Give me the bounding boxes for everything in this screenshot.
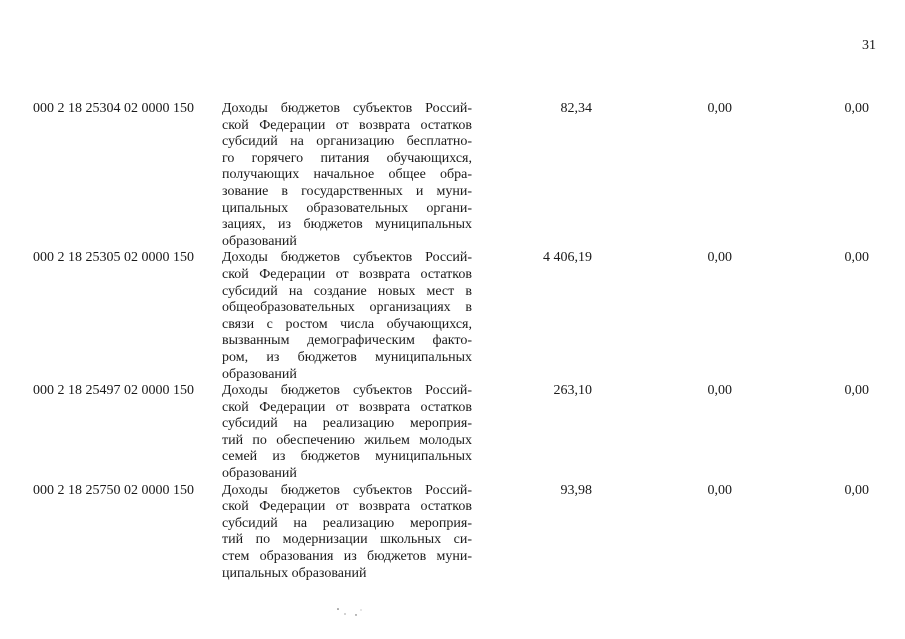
value-column-2: 0,00 — [707, 482, 732, 498]
description-line: ской Федерации от возврата остатков — [222, 117, 472, 133]
income-description — [222, 101, 472, 250]
description-line: зациях, из бюджетов муниципальных — [222, 217, 472, 233]
description-line: субсидий на реализацию мероприя- — [222, 416, 472, 432]
scan-artifact — [335, 606, 365, 618]
description-line: образований — [222, 466, 297, 482]
value-column-2: 0,00 — [707, 250, 732, 266]
page-number: 31 — [862, 38, 876, 53]
table-row — [0, 483, 905, 583]
value-column-3: 0,00 — [844, 383, 869, 399]
description-line: субсидий на реализацию мероприя- — [222, 515, 472, 531]
description-line: семей из бюджетов муниципальных — [222, 449, 472, 465]
value-column-2: 0,00 — [707, 101, 732, 116]
value-column-1: 263,10 — [553, 383, 592, 399]
description-line: вызванным демографическим факто- — [222, 333, 472, 349]
description-line: образований — [222, 233, 297, 249]
budget-code: 000 2 18 25750 02 0000 150 — [33, 482, 194, 498]
income-description — [222, 383, 472, 483]
budget-code: 000 2 18 25305 02 0000 150 — [33, 250, 194, 266]
description-line: тий по модернизации школьных си- — [222, 532, 472, 548]
table-row — [0, 383, 905, 483]
description-line: Доходы бюджетов субъектов Россий- — [222, 101, 472, 116]
description-line: ципальных образований — [222, 565, 367, 581]
description-line: общеобразовательных организациях в — [222, 300, 472, 316]
income-description — [222, 483, 472, 583]
description-line: ципальных образовательных органи- — [222, 200, 472, 216]
table-row — [0, 101, 905, 250]
description-line: Доходы бюджетов субъектов Россий- — [222, 250, 472, 266]
description-line: образований — [222, 366, 297, 382]
table-row — [0, 250, 905, 383]
description-line: Доходы бюджетов субъектов Россий- — [222, 383, 472, 399]
description-line: субсидий на создание новых мест в — [222, 283, 472, 299]
value-column-3: 0,00 — [844, 101, 869, 116]
description-line: ской Федерации от возврата остатков — [222, 499, 472, 515]
budget-code: 000 2 18 25304 02 0000 150 — [33, 101, 194, 116]
value-column-1: 4 406,19 — [543, 250, 592, 266]
value-column-3: 0,00 — [844, 250, 869, 266]
description-line: тий по обеспечению жильем молодых — [222, 432, 472, 448]
value-column-3: 0,00 — [844, 482, 869, 498]
description-line: го горячего питания обучающихся, — [222, 150, 472, 166]
value-column-2: 0,00 — [707, 383, 732, 399]
budget-table — [0, 101, 905, 582]
description-line: ром, из бюджетов муниципальных — [222, 349, 472, 365]
value-column-1: 93,98 — [560, 482, 592, 498]
description-line: субсидий на организацию бесплатно- — [222, 134, 472, 150]
value-column-1: 82,34 — [560, 101, 592, 116]
description-line: стем образования из бюджетов муни- — [222, 549, 472, 565]
description-line: ской Федерации от возврата остатков — [222, 266, 472, 282]
description-line: получающих начальное общее обра- — [222, 167, 472, 183]
description-line: Доходы бюджетов субъектов Россий- — [222, 482, 472, 498]
description-line: ской Федерации от возврата остатков — [222, 399, 472, 415]
budget-code: 000 2 18 25497 02 0000 150 — [33, 383, 194, 399]
income-description — [222, 250, 472, 383]
description-line: зование в государственных и муни- — [222, 183, 472, 199]
description-line: связи с ростом числа обучающихся, — [222, 316, 472, 332]
